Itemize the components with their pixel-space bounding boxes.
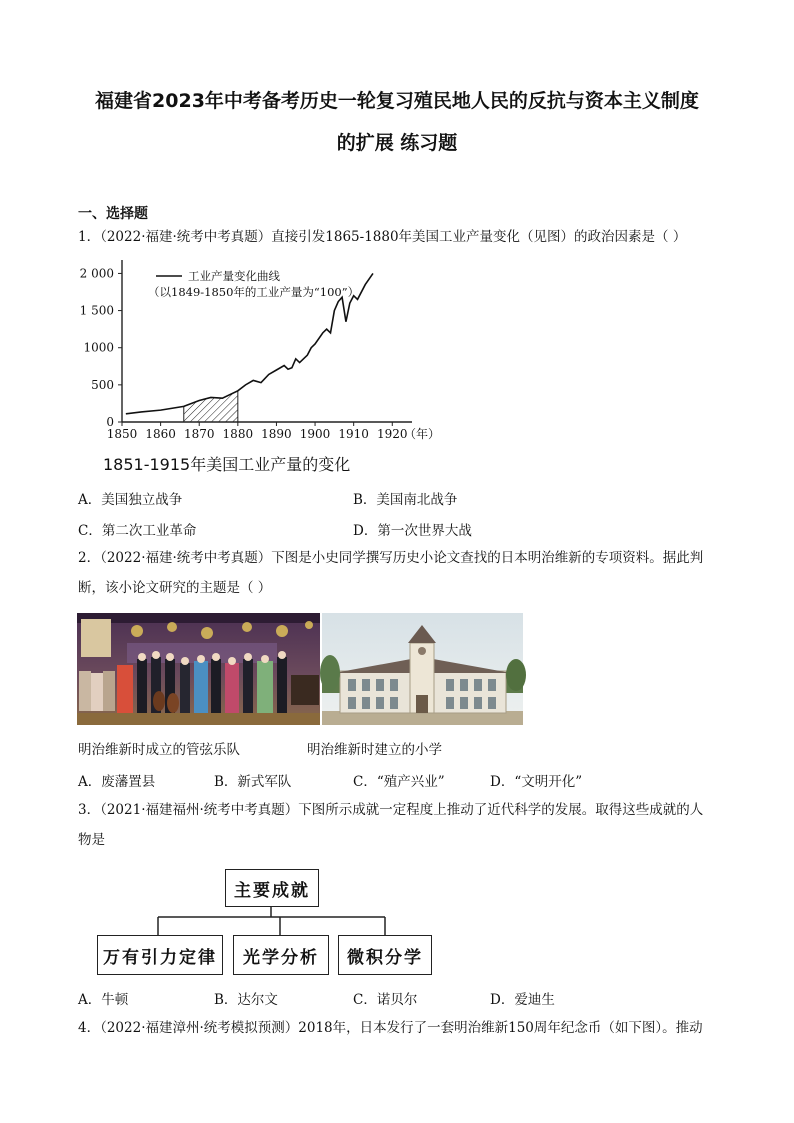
- q1-option-b[interactable]: B．美国南北战争: [353, 492, 458, 508]
- q2-option-d[interactable]: D．“文明开化”: [490, 774, 583, 790]
- x-tick-label-1910: 1910: [338, 427, 369, 441]
- q3-option-d[interactable]: D．爱迪生: [490, 992, 555, 1008]
- q1-option-a[interactable]: A．美国独立战争: [78, 492, 183, 508]
- x-tick-label-1890: 1890: [261, 427, 292, 441]
- diagram-child-optics: 光学分析: [233, 935, 329, 975]
- question-2-text-line2: 断，该小论文研究的主题是（ ）: [78, 580, 272, 596]
- question-3-text-line1: 3．（2021·福建福州·统考中考真题）下图所示成就一定程度上推动了近代科学的发展。取得这些成就的人: [78, 802, 704, 818]
- question-3-text-line2: 物是: [78, 832, 105, 848]
- question-1-text: 1．（2022·福建·统考中考真题）直接引发1865-1880年美国工业产量变化（见图）的政治因素是（ ）: [78, 229, 687, 245]
- q3-option-b[interactable]: B．达尔文: [214, 992, 278, 1008]
- question-4-text: 4．（2022·福建漳州·统考模拟预测）2018年，日本发行了一套明治维新150周年纪念币（如下图）。推动: [78, 1020, 703, 1036]
- diagram-child-gravity: 万有引力定律: [97, 935, 223, 975]
- y-tick-label-500: 500: [91, 377, 114, 392]
- x-tick-label-1880: 1880: [222, 427, 254, 441]
- q2-option-a[interactable]: A．废藩置县: [78, 774, 156, 790]
- q3-option-c[interactable]: C．诺贝尔: [353, 992, 418, 1008]
- question-2-text-line1: 2．（2022·福建·统考中考真题）下图是小史同学撰写历史小论文查找的日本明治维新的专项资料。据此判: [78, 550, 704, 566]
- diagram-root-box: 主要成就: [225, 869, 319, 907]
- school-caption: 明治维新时建立的小学: [307, 742, 442, 758]
- x-unit-label: （年）: [404, 427, 441, 441]
- section-heading: 一、选择题: [78, 206, 148, 222]
- q2-option-c[interactable]: C．“殖产兴业”: [353, 774, 445, 790]
- orchestra-caption: 明治维新时成立的管弦乐队: [78, 742, 240, 758]
- x-tick-label-1920: 1920: [377, 427, 408, 441]
- legend-note: （以1849-1850年的工业产量为“100”）: [148, 285, 360, 299]
- y-tick-label-0: 0: [106, 415, 114, 429]
- x-tick-label-1870: 1870: [183, 427, 215, 441]
- y-tick-label-1500: 1 500: [79, 303, 114, 318]
- q3-option-a[interactable]: A．牛顿: [78, 992, 129, 1008]
- x-tick-label-1860: 1860: [145, 427, 176, 441]
- x-tick-label-1900: 1900: [299, 427, 331, 441]
- y-tick-label-2000: 2 000: [79, 266, 114, 281]
- legend-label: 工业产量变化曲线: [188, 269, 280, 283]
- page-title-line2: 的扩展 练习题: [336, 132, 458, 154]
- chart-title: 1851-1915年美国工业产量的变化: [103, 455, 351, 474]
- q1-option-c[interactable]: C．第二次工业革命: [78, 523, 197, 539]
- page-title-line1: 福建省2023年中考备考历史一轮复习殖民地人民的反抗与资本主义制度: [95, 90, 699, 112]
- x-tick-label-1850: 1850: [106, 427, 138, 441]
- y-tick-label-1000: 1000: [83, 340, 114, 355]
- q2-option-b[interactable]: B．新式军队: [214, 774, 292, 790]
- diagram-child-calculus: 微积分学: [338, 935, 432, 975]
- q1-option-d[interactable]: D．第一次世界大战: [353, 523, 472, 539]
